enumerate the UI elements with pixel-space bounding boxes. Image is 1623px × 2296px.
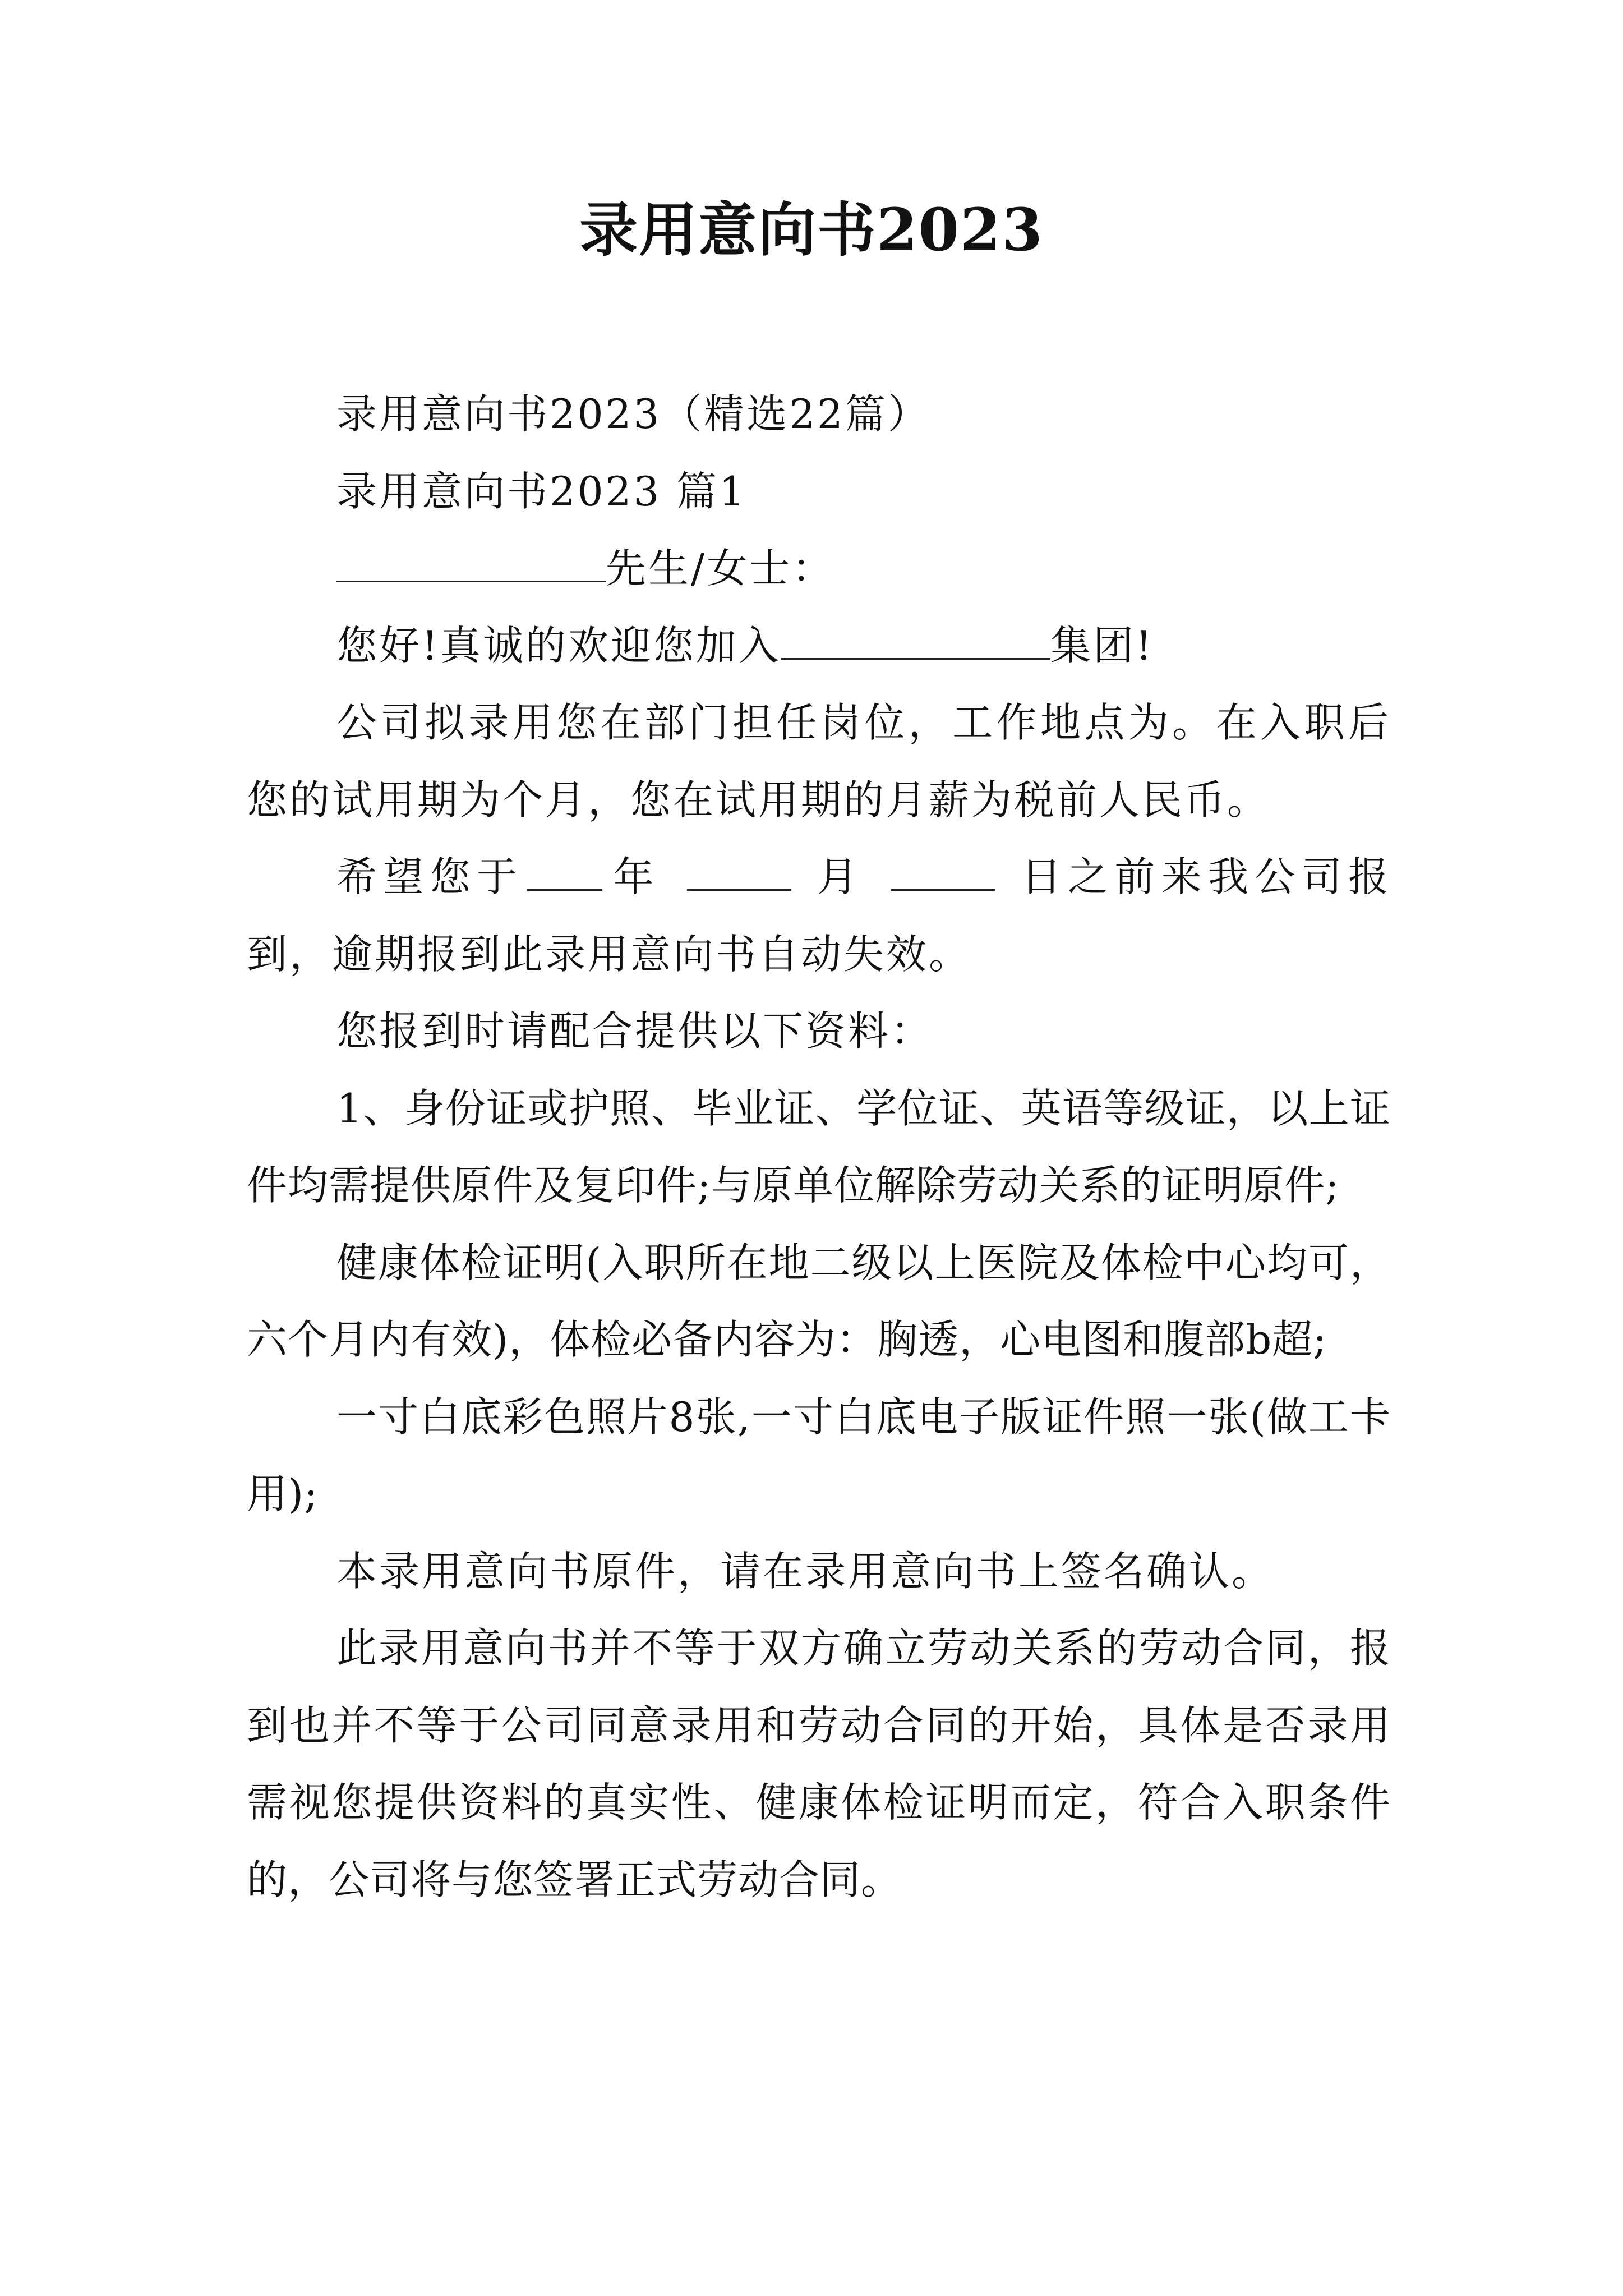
greeting-prefix: 您好!真诚的欢迎您加入: [336, 622, 781, 669]
greeting-suffix: 集团!: [1050, 622, 1154, 669]
item-documents: 1、身份证或护照、毕业证、学位证、英语等级证，以上证件均需提供原件及复印件;与原单位解除劳动关系的证明原件;: [247, 1084, 1391, 1209]
item-health-check: 健康体检证明(入职所在地二级以上医院及体检中心均可，六个月内有效)，体检必备内容为：胸透，心电图和腹部b超;: [247, 1239, 1391, 1363]
month-label: 月: [813, 853, 864, 900]
document-title: 录用意向书2023: [579, 195, 1044, 264]
month-blank: [687, 855, 791, 891]
year-blank: [527, 855, 602, 891]
salutation-line: [247, 530, 1391, 608]
section-heading: 录用意向书2023 篇1: [336, 467, 747, 515]
closing-paragraph: 此录用意向书并不等于双方确立劳动关系的劳动合同，报到也并不等于公司同意录用和劳动合同的开始，具体是否录用需视您提供资料的真实性、健康体检证明而定，符合入职条件的，公司将与您签署正式劳动合同。: [247, 1625, 1391, 1903]
report-date-suffix: 日之前来我公司报到，逾期报到此录用意向书自动失效。: [247, 853, 1391, 978]
salutation-suffix: 先生/女士：: [606, 545, 835, 592]
materials-intro: 您报到时请配合提供以下资料：: [336, 1007, 934, 1055]
day-blank: [891, 855, 995, 891]
year-label: 年: [609, 853, 660, 900]
document-body: [247, 376, 1391, 1918]
subtitle-line: 录用意向书2023（精选22篇）: [336, 390, 930, 438]
report-date-prefix: 希望您于: [336, 853, 524, 900]
item-photos: 一寸白底彩色照片8张,一寸白底电子版证件照一张(做工卡用);: [247, 1393, 1391, 1517]
name-blank: [336, 547, 606, 582]
report-date-paragraph: [247, 839, 1391, 993]
item-signature: 本录用意向书原件，请在录用意向书上签名确认。: [336, 1547, 1275, 1595]
group-name-blank: [781, 624, 1050, 660]
position-paragraph: 公司拟录用您在部门担任岗位，工作地点为。在入职后您的试用期为个月，您在试用期的月薪为税前人民币。: [247, 699, 1391, 823]
greeting-line: [247, 608, 1391, 685]
